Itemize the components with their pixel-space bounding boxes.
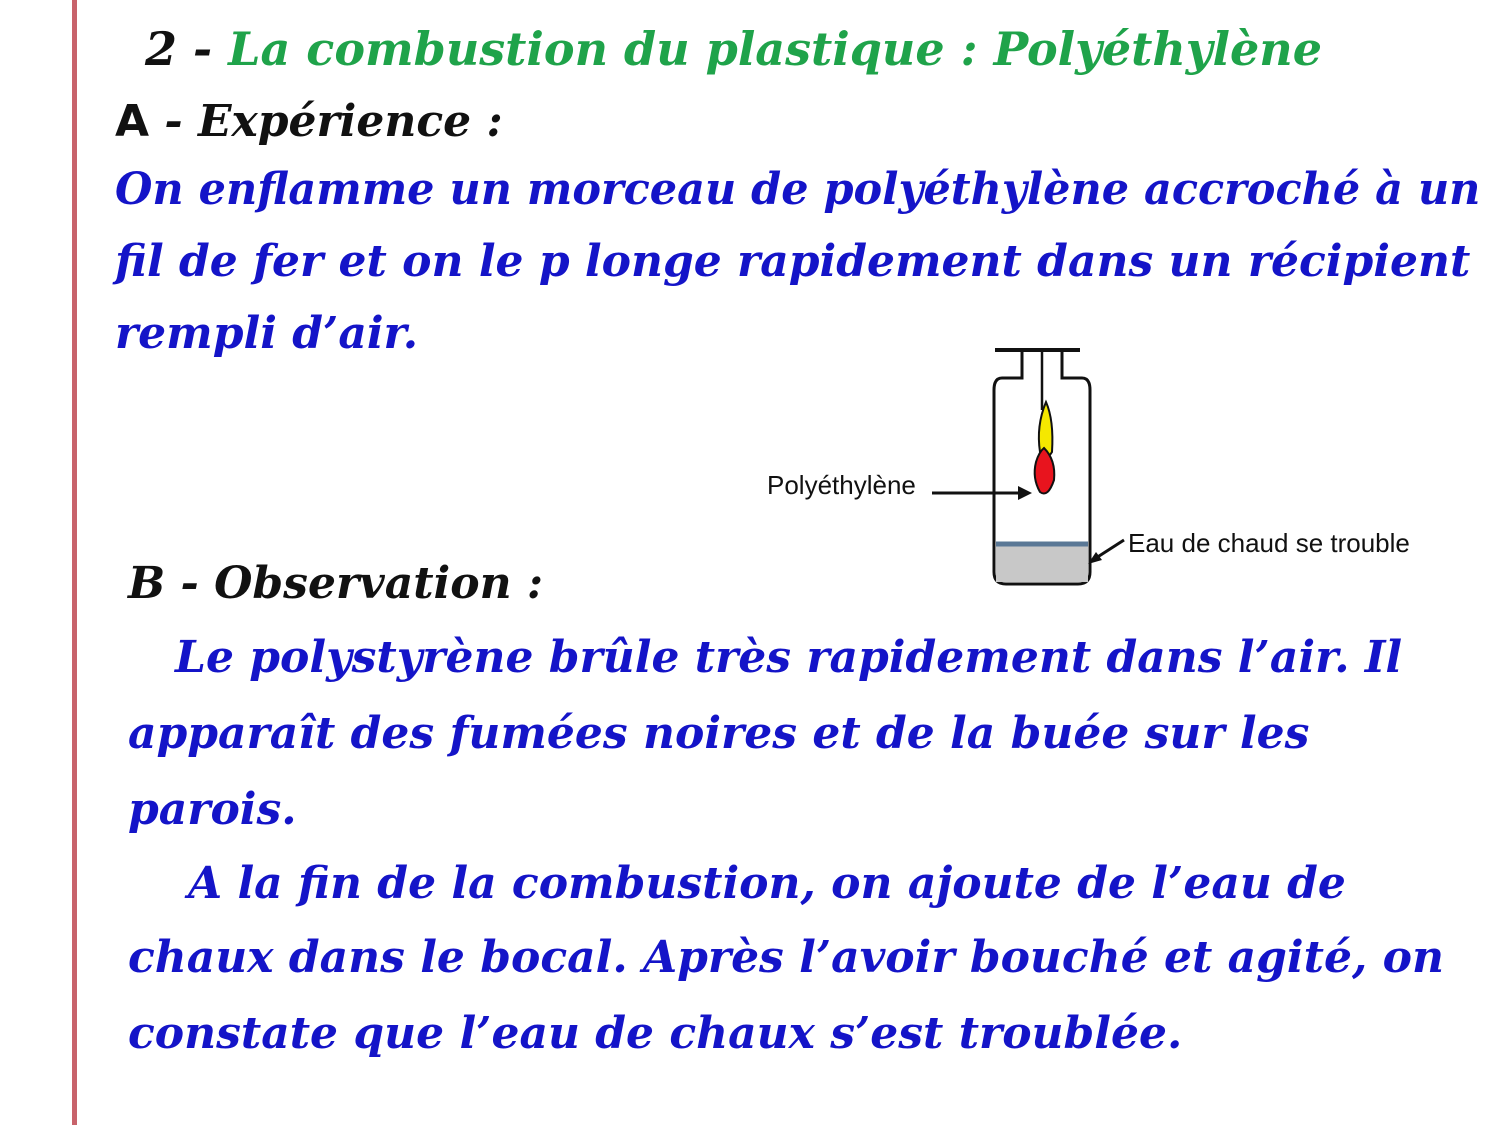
section-a-letter: A [115,96,150,147]
pointer-line-icon [1088,540,1124,564]
section-a-title: - Expérience : [149,96,503,147]
section-b-heading: B - Observation : [128,558,544,609]
title-number: 2 - [145,22,229,76]
observation-line: Le polystyrène brûle très rapidement dans l’air. Il [175,632,1403,683]
limewater-label: Eau de chaud se trouble [1128,528,1410,558]
experience-line: rempli d’air. [115,308,419,359]
experience-line: fil de fer et on le p longe rapidement dans un récipient [115,236,1471,287]
combustion-jar-diagram [740,340,1420,600]
polyethylene-label: Polyéthylène [767,470,916,500]
arrow-right-icon [932,486,1032,500]
observation-line: apparaît des fumées noires et de la buée sur les [128,708,1310,759]
page-title [145,22,1322,76]
title-text: La combustion du plastique : Polyéthylène [228,22,1322,76]
experience-line: On enflamme un morceau de polyéthylène accroché à un [115,164,1481,215]
observation-line: parois. [128,784,297,835]
observation-line: chaux dans le bocal. Après l’avoir bouché et agité, on [128,932,1444,983]
section-a-heading [115,96,503,147]
observation-line: A la fin de la combustion, on ajoute de l’eau de [188,858,1346,909]
limewater-fill [996,544,1088,582]
observation-line: constate que l’eau de chaux s’est troublée. [128,1008,1183,1059]
margin-line [72,0,77,1125]
flame-icon [1035,402,1055,494]
